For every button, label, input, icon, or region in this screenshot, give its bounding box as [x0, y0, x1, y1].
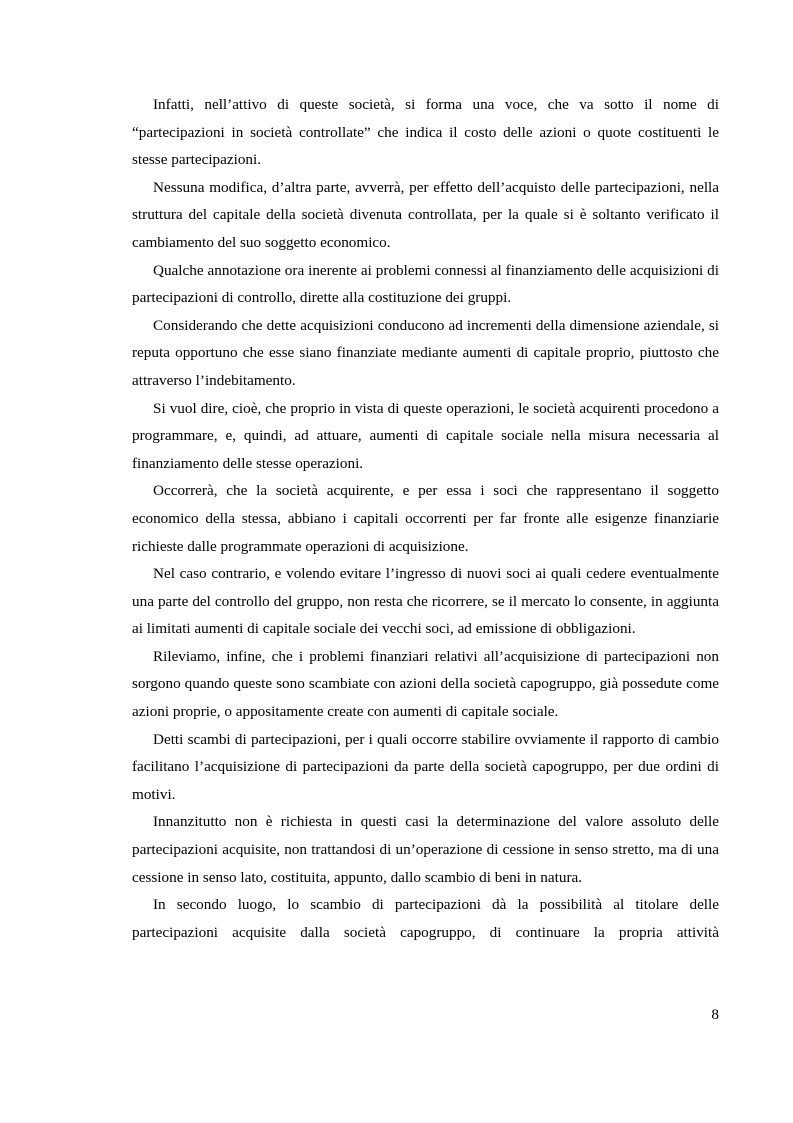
page-number: 8 [711, 1006, 719, 1023]
paragraph: Qualche annotazione ora inerente ai problemi connessi al finanziamento delle acquisizioni di partecipazioni di controllo, dirette alla costituzione dei gruppi. [132, 261, 719, 307]
paragraph: Rileviamo, infine, che i problemi finanziari relativi all’acquisizione di partecipazioni non sorgono quando queste sono scambiate con azioni della società capogruppo, già possedute come azioni proprie, o appositamente create con aumenti di capitale sociale. [132, 647, 719, 721]
paragraph: Si vuol dire, cioè, che proprio in vista di queste operazioni, le società acquirenti procedono a programmare, e, quindi, ad attuare, aumenti di capitale sociale nella misura necessaria al finanziamento delle stesse operazioni. [132, 399, 719, 472]
paragraph: In secondo luogo, lo scambio di partecipazioni dà la possibilità al titolare delle partecipazioni acquisite dalla società capogruppo, di continuare la propria attività [132, 896, 719, 941]
paragraph: Occorrerà, che la società acquirente, e per essa i soci che rappresentano il soggetto economico della stessa, abbiano i capitali occorrenti per far fronte alle esigenze finanziarie richieste dalle programmate operazioni di acquisizione. [132, 482, 719, 555]
paragraph: Nel caso contrario, e volendo evitare l’ingresso di nuovi soci ai quali cedere eventualmente una parte del controllo del gruppo, non resta che ricorrere, se il mercato lo consente, in aggiunta ai limitati aumenti di capitale sociale dei vecchi soci, ad emissione di obbligazioni. [132, 565, 719, 638]
document-body [132, 91, 719, 946]
paragraph: Infatti, nell’attivo di queste società, si forma una voce, che va sotto il nome di “partecipazioni in società controllate” che indica il costo delle azioni o quote costituenti le stesse partecipazioni. [132, 96, 719, 169]
paragraph: Innanzitutto non è richiesta in questi casi la determinazione del valore assoluto delle partecipazioni acquisite, non trattandosi di un’operazione di cessione in senso stretto, ma di una cessione in senso lato, costituita, appunto, dallo scambio di beni in natura. [132, 813, 719, 886]
paragraph: Detti scambi di partecipazioni, per i quali occorre stabilire ovviamente il rapporto di cambio facilitano l’acquisizione di partecipazioni da parte della società capogruppo, per due ordini di motivi. [132, 730, 719, 803]
paragraph: Considerando che dette acquisizioni conducono ad incrementi della dimensione aziendale, si reputa opportuno che esse siano finanziate mediante aumenti di capitale proprio, piuttosto che attraverso l’indebitamento. [132, 316, 719, 389]
paragraph: Nessuna modifica, d’altra parte, avverrà, per effetto dell’acquisto delle partecipazioni, nella struttura del capitale della società divenuta controllata, per la quale si è soltanto verificato il cambiamento del suo soggetto economico. [132, 178, 719, 251]
